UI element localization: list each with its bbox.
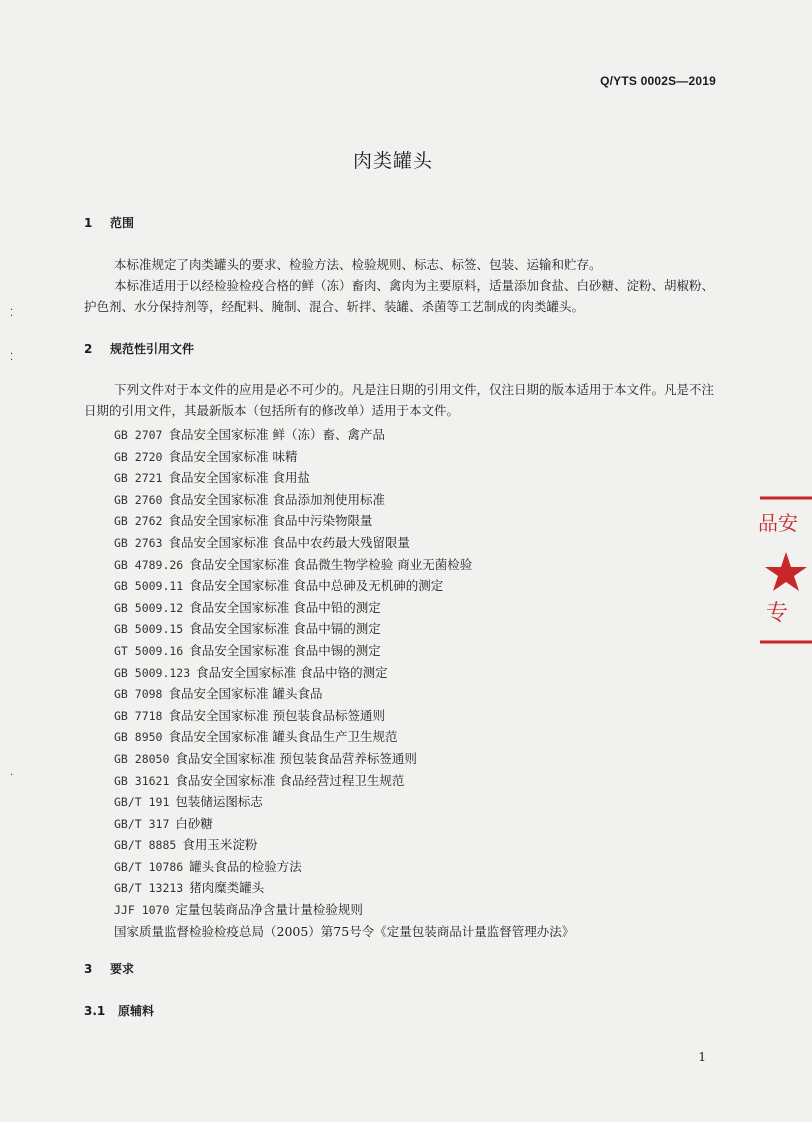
section-title: 规范性引用文件: [110, 342, 195, 356]
reference-item: [114, 489, 574, 511]
reference-item: [114, 834, 574, 856]
reference-title: 食品安全国家标准 食品中铅的测定: [189, 599, 381, 615]
section-number: 3.1: [84, 1004, 106, 1018]
reference-title: 食品安全国家标准 预包装食品标签通则: [168, 707, 385, 723]
seal-star-icon: [765, 552, 807, 591]
reference-code: GB 5009.123: [114, 665, 191, 680]
section-title: 原辅料: [118, 1004, 155, 1018]
reference-item: [114, 705, 574, 727]
reference-item: [114, 467, 574, 489]
reference-code: JJF 1070: [114, 903, 170, 918]
reference-title: 食品安全国家标准 食品中总砷及无机砷的测定: [189, 578, 444, 594]
reference-item: [114, 748, 574, 770]
reference-title: 食品安全国家标准 食品微生物学检验 商业无菌检验: [189, 556, 473, 572]
paragraph-text: 下列文件对于本文件的应用是必不可少的。凡是注日期的引用文件，仅注日期的版本适用于本文件。凡是不注日期的引用文件，其最新版本（包括所有的修改单）适用于本文件。: [84, 382, 715, 418]
reference-code: GB 2721: [114, 471, 163, 486]
reference-item: [114, 575, 574, 597]
section-number: 1: [84, 216, 93, 230]
margin-speck: ⁚: [10, 352, 14, 363]
standard-code: Q/YTS 0002S—2019: [600, 74, 716, 88]
document-title: 肉类罐头: [352, 150, 433, 172]
reference-title: 食品安全国家标准 食品中镉的测定: [189, 621, 381, 637]
section-title: 要求: [110, 962, 135, 976]
reference-item: [114, 618, 574, 640]
page-number: 1: [698, 1050, 706, 1064]
margin-speck: ⁚: [10, 308, 14, 319]
section-title: 范围: [110, 216, 135, 230]
reference-code: GB 2762: [114, 514, 163, 529]
reference-code: GB 2720: [114, 449, 163, 464]
reference-item: [114, 446, 574, 468]
reference-title: 食品安全国家标准 食品中铬的测定: [196, 664, 388, 680]
reference-item: [114, 899, 574, 921]
reference-code: GB 5009.15: [114, 622, 184, 637]
reference-code: GB 28050: [114, 751, 170, 766]
reference-code: GB 2760: [114, 492, 163, 507]
paragraph-text: 本标准规定了肉类罐头的要求、检验方法、检验规则、标志、标签、包装、运输和贮存。: [114, 257, 602, 272]
reference-item: [114, 640, 574, 662]
seal-text-bottom: 专: [766, 601, 789, 626]
paragraph-text: 本标准适用于以经检验检疫合格的鲜（冻）畜肉、禽肉为主要原料，适量添加食盐、白砂糖、淀粉、胡椒粉、护色剂、水分保持剂等，经配料、腌制、混合、斩拌、装罐、杀菌等工艺制成的肉类罐头。: [84, 278, 715, 314]
reference-item: [114, 510, 574, 532]
reference-item: [114, 424, 574, 446]
reference-title: 定量包装商品净含量计量检验规则: [175, 902, 363, 918]
reference-code: GB 8950: [114, 730, 163, 745]
reference-title: 食品安全国家标准 食用盐: [168, 470, 310, 486]
reference-code: GT 5009.16: [114, 643, 184, 658]
section-1-heading: [84, 214, 134, 231]
reference-item: [114, 791, 574, 813]
reference-title: 包装储运图标志: [175, 794, 263, 810]
reference-code: GB 2763: [114, 535, 163, 550]
reference-item: [114, 662, 574, 684]
section-number: 3: [84, 962, 93, 976]
reference-title: 食品安全国家标准 食品经营过程卫生规范: [175, 772, 405, 788]
reference-title: 食品安全国家标准 食品中农药最大残留限量: [168, 534, 410, 550]
reference-title: 食品安全国家标准 鲜（冻）畜、禽产品: [168, 427, 385, 442]
reference-code: GB 5009.12: [114, 600, 184, 615]
scope-paragraph-2: [84, 275, 724, 317]
margin-speck: ·: [10, 770, 14, 781]
reference-code: GB 4789.26: [114, 557, 184, 572]
reference-code: GB 7098: [114, 687, 163, 702]
reference-title: 食品安全国家标准 罐头食品生产卫生规范: [168, 729, 398, 745]
reference-code: GB 31621: [114, 773, 170, 788]
reference-code: GB/T 191: [114, 795, 170, 810]
reference-item: [114, 554, 574, 576]
reference-item: [114, 856, 574, 878]
official-seal-stamp: [752, 490, 812, 650]
reference-item: [114, 813, 574, 835]
section-number: 2: [84, 342, 93, 356]
reference-item: [114, 877, 574, 899]
reference-code: GB/T 8885: [114, 838, 177, 853]
reference-code: GB 2707: [114, 428, 163, 442]
reference-item: [114, 770, 574, 792]
reference-title: 食品安全国家标准 味精: [168, 448, 298, 464]
reference-item: [114, 683, 574, 705]
reference-title: 白砂糖: [175, 815, 213, 831]
section-3-heading: [84, 960, 134, 977]
section-2-heading: [84, 340, 194, 357]
scope-paragraph-1: [84, 254, 724, 275]
reference-item: [114, 921, 574, 943]
reference-title: 食品安全国家标准 食品中污染物限量: [168, 513, 373, 529]
reference-title: 食品安全国家标准 罐头食品: [168, 686, 323, 702]
reference-list: [114, 424, 574, 942]
reference-title: 国家质量监督检验检疫总局（2005）第75号令《定量包装商品计量监督管理办法》: [114, 923, 575, 939]
reference-code: GB/T 317: [114, 816, 170, 831]
reference-item: [114, 597, 574, 619]
reference-title: 猪肉糜类罐头: [189, 880, 265, 896]
reference-item: [114, 726, 574, 748]
reference-item: [114, 532, 574, 554]
reference-title: 罐头食品的检验方法: [189, 858, 302, 874]
references-intro: [84, 379, 724, 421]
seal-text-top: 品安: [758, 511, 798, 535]
reference-title: 食品安全国家标准 预包装食品营养标签通则: [175, 750, 417, 766]
reference-title: 食品安全国家标准 食品添加剂使用标准: [168, 491, 385, 507]
reference-title: 食品安全国家标准 食品中锡的测定: [189, 642, 381, 658]
reference-title: 食用玉米淀粉: [182, 837, 258, 853]
reference-code: GB 7718: [114, 708, 163, 723]
reference-code: GB 5009.11: [114, 579, 184, 594]
section-3-1-heading: [84, 1002, 154, 1019]
reference-code: GB/T 13213: [114, 881, 184, 896]
reference-code: GB/T 10786: [114, 859, 184, 874]
